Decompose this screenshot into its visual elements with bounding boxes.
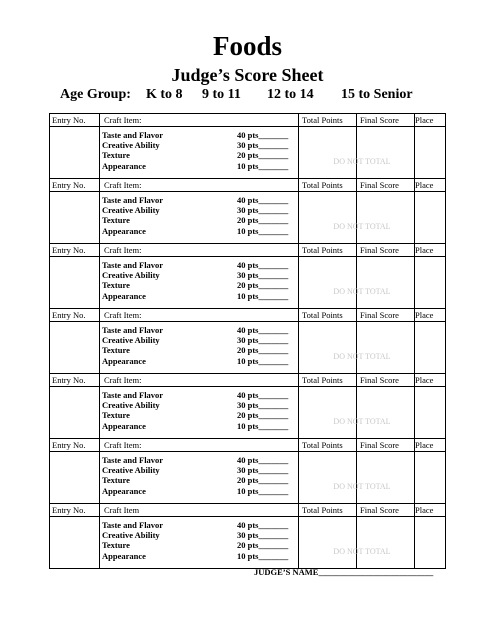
criterion-points-field[interactable]: 30 pts_______	[237, 140, 289, 151]
column-divider	[99, 322, 100, 373]
header-final: Final Score	[360, 505, 399, 515]
do-not-total-watermark: DO NOT TOTAL	[333, 157, 391, 166]
criterion-points-field[interactable]: 40 pts_______	[237, 195, 289, 205]
entry-header-row	[49, 308, 446, 321]
column-divider	[298, 114, 299, 126]
criterion-points-field[interactable]: 40 pts_______	[237, 260, 289, 270]
criterion-name: Texture	[102, 215, 130, 226]
column-divider	[99, 387, 100, 438]
header-craft: Craft Item:	[104, 115, 142, 125]
do-not-total-watermark: DO NOT TOTAL	[333, 417, 391, 426]
header-entry: Entry No.	[52, 245, 86, 255]
header-total: Total Points	[302, 505, 343, 515]
header-craft: Craft Item:	[104, 375, 142, 385]
column-divider	[356, 179, 357, 191]
criterion-name: Texture	[102, 345, 130, 356]
criterion-name: Taste and Flavor	[102, 390, 164, 400]
score-table	[49, 113, 446, 569]
criterion-points-field[interactable]: 30 pts_______	[237, 465, 289, 476]
do-not-total-watermark: DO NOT TOTAL	[333, 287, 391, 296]
header-total: Total Points	[302, 115, 343, 125]
column-divider	[99, 309, 100, 321]
criterion-name: Appearance	[102, 225, 146, 236]
column-divider	[356, 387, 357, 438]
header-craft: Craft Item	[104, 505, 140, 515]
header-final: Final Score	[360, 440, 399, 450]
page-subtitle: Judge’s Score Sheet	[171, 65, 324, 85]
score-entry	[49, 113, 446, 178]
criterion-points-field[interactable]: 20 pts_______	[237, 475, 289, 486]
criterion-name: Appearance	[102, 485, 146, 496]
page-title: Foods	[212, 31, 283, 61]
criterion-name: Taste and Flavor	[102, 455, 164, 465]
header-craft: Craft Item:	[104, 440, 142, 450]
criterion-name: Taste and Flavor	[102, 260, 164, 270]
criterion-points-field[interactable]: 20 pts_______	[237, 540, 289, 551]
criterion-name: Texture	[102, 150, 130, 161]
age-option: 9 to 11	[202, 87, 241, 102]
header-final: Final Score	[360, 310, 399, 320]
criterion-name: Creative Ability	[102, 465, 160, 476]
criterion-name: Creative Ability	[102, 205, 160, 216]
criterion-points-field[interactable]: 10 pts_______	[237, 420, 289, 431]
column-divider	[99, 127, 100, 178]
column-divider	[356, 244, 357, 256]
criterion-points-field[interactable]: 30 pts_______	[237, 530, 289, 541]
column-divider	[298, 452, 299, 503]
header-total: Total Points	[302, 440, 343, 450]
criterion-points-field[interactable]: 30 pts_______	[237, 400, 289, 411]
header-craft: Craft Item:	[104, 310, 142, 320]
criterion-points-field[interactable]: 10 pts_______	[237, 550, 289, 561]
column-divider	[99, 244, 100, 256]
criterion-points-field[interactable]: 40 pts_______	[237, 520, 289, 530]
criterion-name: Creative Ability	[102, 270, 160, 281]
criterion-points-field[interactable]: 40 pts_______	[237, 455, 289, 465]
entry-body	[49, 321, 446, 373]
header-final: Final Score	[360, 180, 399, 190]
column-divider	[414, 517, 415, 568]
column-divider	[414, 309, 415, 321]
column-divider	[414, 114, 415, 126]
header-total: Total Points	[302, 180, 343, 190]
entry-body	[49, 516, 446, 569]
criterion-name: Taste and Flavor	[102, 520, 164, 530]
column-divider	[99, 179, 100, 191]
criterion-name: Creative Ability	[102, 335, 160, 346]
column-divider	[298, 374, 299, 386]
column-divider	[356, 322, 357, 373]
column-divider	[99, 439, 100, 451]
column-divider	[298, 439, 299, 451]
score-entry	[49, 503, 446, 569]
column-divider	[298, 192, 299, 243]
criterion-name: Appearance	[102, 290, 146, 301]
criterion-points-field[interactable]: 10 pts_______	[237, 355, 289, 366]
column-divider	[298, 517, 299, 568]
column-divider	[414, 387, 415, 438]
header-place: Place	[415, 310, 434, 320]
entry-body	[49, 451, 446, 503]
header-place: Place	[415, 180, 434, 190]
header-entry: Entry No.	[52, 505, 86, 515]
column-divider	[414, 192, 415, 243]
entry-header-row	[49, 438, 446, 451]
score-entry	[49, 308, 446, 373]
header-final: Final Score	[360, 245, 399, 255]
entry-header-row	[49, 113, 446, 126]
criterion-points-field[interactable]: 20 pts_______	[237, 150, 289, 161]
column-divider	[298, 504, 299, 516]
entry-header-row	[49, 503, 446, 516]
criterion-points-field[interactable]: 30 pts_______	[237, 270, 289, 281]
column-divider	[356, 439, 357, 451]
criterion-name: Texture	[102, 410, 130, 421]
column-divider	[356, 257, 357, 308]
criterion-points-field[interactable]: 10 pts_______	[237, 290, 289, 301]
age-option: K to 8	[146, 87, 183, 102]
criterion-name: Texture	[102, 475, 130, 486]
criterion-name: Appearance	[102, 420, 146, 431]
header-entry: Entry No.	[52, 180, 86, 190]
age-group	[60, 85, 480, 105]
entry-header-row	[49, 243, 446, 256]
criterion-points-field[interactable]: 10 pts_______	[237, 160, 289, 171]
column-divider	[414, 257, 415, 308]
criterion-name: Appearance	[102, 355, 146, 366]
score-entry	[49, 178, 446, 243]
criterion-points-field[interactable]: 20 pts_______	[237, 215, 289, 226]
entry-header-row	[49, 373, 446, 386]
criterion-name: Creative Ability	[102, 140, 160, 151]
column-divider	[414, 322, 415, 373]
criterion-points-field[interactable]: 30 pts_______	[237, 335, 289, 346]
entry-body	[49, 256, 446, 308]
entry-body	[49, 386, 446, 438]
age-option: 12 to 14	[267, 87, 314, 102]
column-divider	[356, 452, 357, 503]
column-divider	[298, 244, 299, 256]
column-divider	[414, 179, 415, 191]
do-not-total-watermark: DO NOT TOTAL	[333, 547, 391, 556]
entry-body	[49, 126, 446, 178]
header-entry: Entry No.	[52, 310, 86, 320]
header-total: Total Points	[302, 245, 343, 255]
column-divider	[414, 504, 415, 516]
column-divider	[356, 192, 357, 243]
criterion-points-field[interactable]: 10 pts_______	[237, 225, 289, 236]
header-total: Total Points	[302, 310, 343, 320]
score-entry	[49, 438, 446, 503]
header-craft: Craft Item:	[104, 180, 142, 190]
column-divider	[99, 504, 100, 516]
header-place: Place	[415, 505, 434, 515]
column-divider	[99, 374, 100, 386]
score-entry	[49, 243, 446, 308]
entry-body	[49, 191, 446, 243]
header-place: Place	[415, 440, 434, 450]
column-divider	[298, 257, 299, 308]
column-divider	[414, 439, 415, 451]
column-divider	[99, 517, 100, 568]
header-entry: Entry No.	[52, 115, 86, 125]
column-divider	[414, 374, 415, 386]
criterion-name: Creative Ability	[102, 530, 160, 541]
age-group-label: Age Group:	[60, 87, 131, 102]
age-option: 15 to Senior	[341, 87, 413, 102]
entry-header-row	[49, 178, 446, 191]
column-divider	[356, 309, 357, 321]
criterion-name: Texture	[102, 540, 130, 551]
criterion-name: Appearance	[102, 550, 146, 561]
criterion-name: Creative Ability	[102, 400, 160, 411]
header-entry: Entry No.	[52, 440, 86, 450]
criterion-name: Taste and Flavor	[102, 130, 164, 140]
criterion-points-field[interactable]: 40 pts_______	[237, 130, 289, 140]
column-divider	[298, 179, 299, 191]
criterion-name: Taste and Flavor	[102, 325, 164, 335]
header-final: Final Score	[360, 115, 399, 125]
column-divider	[356, 114, 357, 126]
column-divider	[356, 127, 357, 178]
judge-name-field[interactable]: JUDGE’S NAME___________________________	[254, 567, 434, 577]
header-place: Place	[415, 375, 434, 385]
do-not-total-watermark: DO NOT TOTAL	[333, 352, 391, 361]
header-place: Place	[415, 115, 434, 125]
header-craft: Craft Item:	[104, 245, 142, 255]
criterion-points-field[interactable]: 10 pts_______	[237, 485, 289, 496]
header-total: Total Points	[302, 375, 343, 385]
column-divider	[99, 114, 100, 126]
criterion-name: Appearance	[102, 160, 146, 171]
header-place: Place	[415, 245, 434, 255]
column-divider	[298, 322, 299, 373]
column-divider	[298, 127, 299, 178]
column-divider	[99, 192, 100, 243]
criterion-name: Texture	[102, 280, 130, 291]
column-divider	[356, 504, 357, 516]
column-divider	[356, 517, 357, 568]
do-not-total-watermark: DO NOT TOTAL	[333, 222, 391, 231]
column-divider	[99, 452, 100, 503]
column-divider	[414, 452, 415, 503]
criterion-points-field[interactable]: 20 pts_______	[237, 345, 289, 356]
column-divider	[356, 374, 357, 386]
column-divider	[414, 244, 415, 256]
header-entry: Entry No.	[52, 375, 86, 385]
column-divider	[99, 257, 100, 308]
criterion-points-field[interactable]: 40 pts_______	[237, 390, 289, 400]
score-entry	[49, 373, 446, 438]
do-not-total-watermark: DO NOT TOTAL	[333, 482, 391, 491]
criterion-name: Taste and Flavor	[102, 195, 164, 205]
column-divider	[298, 387, 299, 438]
criterion-points-field[interactable]: 20 pts_______	[237, 280, 289, 291]
criterion-points-field[interactable]: 30 pts_______	[237, 205, 289, 216]
criterion-points-field[interactable]: 20 pts_______	[237, 410, 289, 421]
header-final: Final Score	[360, 375, 399, 385]
criterion-points-field[interactable]: 40 pts_______	[237, 325, 289, 335]
column-divider	[298, 309, 299, 321]
column-divider	[414, 127, 415, 178]
